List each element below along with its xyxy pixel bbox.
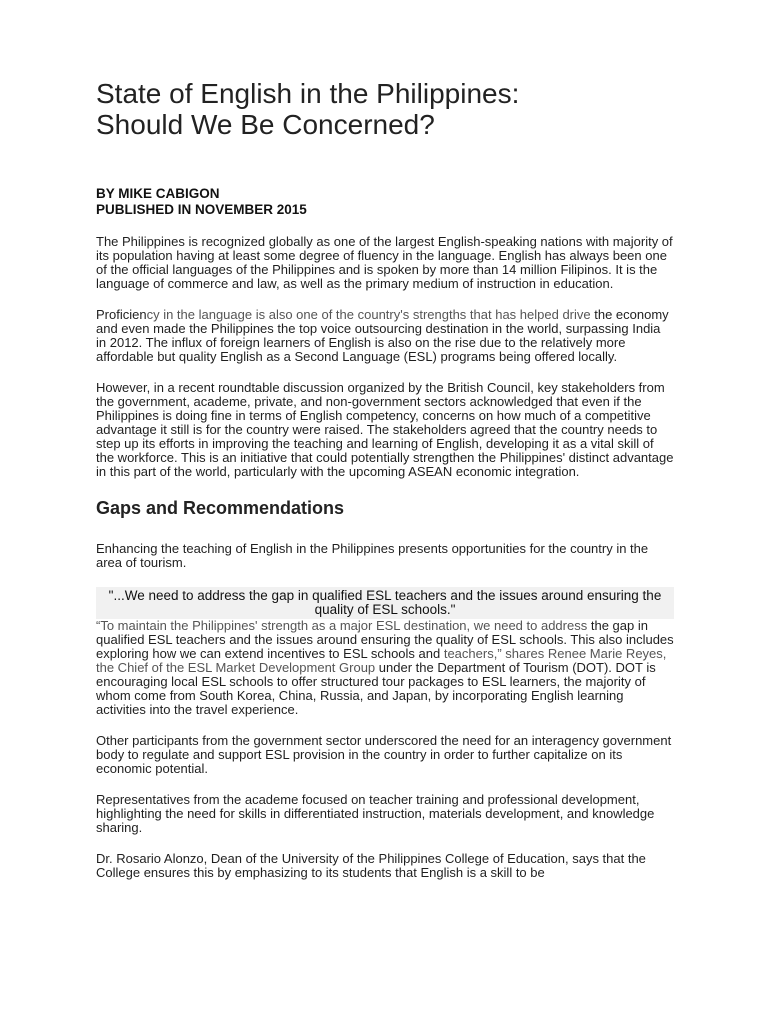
paragraph-5: [96, 619, 674, 717]
article: [96, 78, 674, 880]
article-title: [96, 78, 674, 140]
paragraph-4: Enhancing the teaching of English in the Philippines presents opportunities for the country in the area of tourism.: [96, 541, 649, 570]
paragraph-5-part-b: the gap in qualified ESL teachers and the issues around ensuring the quality of ESL schools. This also includes exploring how we can extend incentives to ESL schools and: [96, 618, 674, 661]
paragraph-7: Representatives from the academe focused on teacher training and professional development, highlighting the need for skills in differentiated instruction, materials development, and knowledge sharing.: [96, 792, 655, 835]
paragraph-2-part-a: Proficien: [96, 307, 147, 322]
byline: [96, 186, 674, 218]
title-line-2: Should We Be Concerned?: [96, 109, 435, 140]
paragraph-2: [96, 308, 674, 364]
paragraph-1: The Philippines is recognized globally as one of the largest English-speaking nations with majority of its population having at least some degree of fluency in the language. English has always been one of the official languages of the Philippines and is spoken by more than 14 million Filipinos. It is the language of commerce and law, as well as the primary medium of instruction in education.: [96, 234, 673, 291]
paragraph-8: Dr. Rosario Alonzo, Dean of the University of the Philippines College of Education, says that the College ensures this by emphasizing to its students that English is a skill to be: [96, 851, 646, 880]
section-heading: Gaps and Recommendations: [96, 498, 345, 518]
paragraph-3: However, in a recent roundtable discussion organized by the British Council, key stakeholders from the government, academe, private, and non-government sectors acknowledged that even if the Philippines is doing fine in terms of English competency, concerns on how much of a competitive advantage it still is for the country were raised. The stakeholders agreed that the country needs to step up its efforts in improving the teaching and learning of English, developing it as a vital skill of the workforce. This is an initiative that could potentially strengthen the Philippines' distinct advantage in this part of the world, particularly with the upcoming ASEAN economic integration.: [96, 380, 674, 479]
paragraph-5-part-d: under the Department of Tourism (DOT). DOT is encouraging local ESL schools to offer structured tour packages to ESL learners, the majority of whom come from South Korea, China, Russia, and Japan, by incorporating English learning activities into the travel experience.: [96, 660, 656, 717]
paragraph-5-part-a: “To maintain the Philippines' strength as a major ESL destination, we need to address: [96, 618, 588, 633]
paragraph-6: Other participants from the government sector underscored the need for an interagency government body to regulate and support ESL provision in the country in order to further capitalize on its economic potential.: [96, 733, 672, 776]
byline-author: BY MIKE CABIGON: [96, 186, 220, 201]
title-line-1: State of English in the Philippines:: [96, 78, 520, 109]
pull-quote: "...We need to address the gap in qualified ESL teachers and the issues around ensuring the quality of ESL schools.": [96, 587, 674, 619]
paragraph-2-part-c: the economy and even made the Philippines the top voice outsourcing destination in the world, surpassing India in 2012. The influx of foreign learners of English is also on the rise due to the relatively more affordable but quality English as a Second Language (ESL) programs being offered locally.: [96, 307, 669, 364]
paragraph-2-part-b: cy in the language is also one of the country's strengths that has helped drive: [146, 307, 591, 322]
byline-date: PUBLISHED IN NOVEMBER 2015: [96, 202, 307, 217]
paragraph-5-part-c: teachers,” shares Renee Marie Reyes, the Chief of the ESL Market Development Group: [96, 646, 667, 675]
